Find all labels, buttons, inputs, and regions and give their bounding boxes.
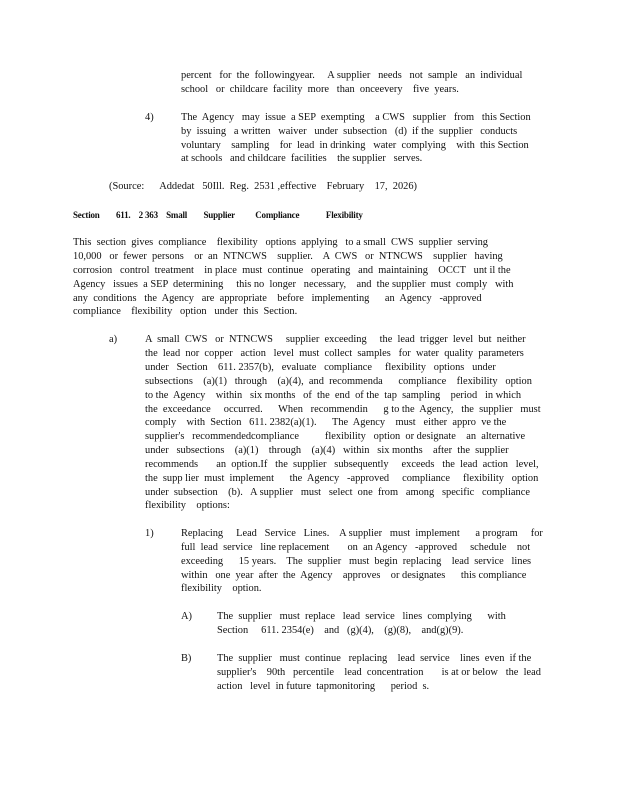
item-a-line: recommends an option.If the supplier subsequently exceeds the lead action level, — [145, 459, 539, 470]
item-a-line: A small CWS or NTNCWS supplier exceeding the lead trigger level but neither — [145, 334, 526, 345]
item-1-line: full lead service line replacement on an Agency -approved schedule not — [181, 542, 531, 553]
item4-line: at schools and childcare facilities the supplier serves. — [181, 153, 423, 164]
item-B-line: action level in future tapmonitoring period s. — [217, 681, 430, 692]
item-number: A) — [181, 611, 192, 622]
item-a-line: under subsection (b). A supplier must select one from among specific compliance — [145, 487, 530, 498]
item-B-line: supplier's 90th percentile lead concentration is at or below the lead — [217, 667, 541, 678]
item-number: B) — [181, 653, 192, 664]
intro-line: Agency issues a SEP determining this no longer necessary, and the supplier must comply with — [73, 279, 514, 290]
source-note: (Source: Addedat 50Ill. Reg. 2531 ,effective February 17, 2026) — [109, 181, 417, 192]
item-1-line: flexibility option. — [181, 583, 262, 594]
item-B-line: The supplier must continue replacing lead service lines even if the — [217, 653, 532, 664]
item4-line: by issuing a written waiver under subsection (d) if the supplier conducts — [181, 126, 518, 137]
item-a-line: under subsections (a)(1) through (a)(4) within six months after the supplier — [145, 445, 509, 456]
item-number: a) — [109, 334, 118, 345]
item-number: 4) — [145, 112, 154, 123]
continuation-line: school or childcare facility more than onceevery five years. — [181, 84, 459, 95]
item-a-line: the supp lier must implement the Agency -approved compliance flexibility option — [145, 473, 539, 484]
item-1-line: exceeding 15 years. The supplier must begin replacing lead service lines — [181, 556, 532, 567]
intro-line: compliance flexibility option under this Section. — [73, 306, 298, 317]
item-1-line: within one year after the Agency approves or designates this compliance — [181, 570, 527, 581]
item-a-line: under Section 611. 2357(b), evaluate compliance flexibility options under — [145, 362, 496, 373]
item-a-line: flexibility options: — [145, 500, 230, 511]
item-a-line: subsections (a)(1) through (a)(4), and recommenda compliance flexibility option — [145, 376, 532, 387]
section-heading: Section 611. 2 363 Small Supplier Compliance Flexibility — [73, 210, 363, 220]
intro-line: corrosion control treatment in place must continue operating and maintaining OCCT unt il the — [73, 265, 511, 276]
item-a-line: the exceedance occurred. When recommendin g to the Agency, the supplier must — [145, 404, 541, 415]
item-a-line: supplier's recommendedcompliance flexibility option or designate an alternative — [145, 431, 526, 442]
item-A-line: The supplier must replace lead service lines complying with — [217, 611, 506, 622]
intro-line: This section gives compliance flexibility options applying to a small CWS supplier serving — [73, 237, 488, 248]
item4-line: The Agency may issue a SEP exempting a CWS supplier from this Section — [181, 112, 531, 123]
continuation-line: percent for the followingyear. A supplier needs not sample an individual — [181, 70, 523, 81]
intro-line: 10,000 or fewer persons or an NTNCWS supplier. A CWS or NTNCWS supplier having — [73, 251, 503, 262]
item4-line: voluntary sampling for lead in drinking water complying with this Section — [181, 140, 529, 151]
item-a-line: the lead nor copper action level must collect samples for water quality parameters — [145, 348, 524, 359]
item-a-line: to the Agency within six months of the end of the tap sampling period in which — [145, 390, 522, 401]
item-1-line: Replacing Lead Service Lines. A supplier must implement a program for — [181, 528, 543, 539]
intro-line: any conditions the Agency are appropriate before implementing an Agency -approved — [73, 293, 482, 304]
item-A-line: Section 611. 2354(e) and (g)(4), (g)(8), and(g)(9). — [217, 625, 464, 636]
item-a-line: comply with Section 611. 2382(a)(1). The Agency must either appro ve the — [145, 417, 507, 428]
item-number: 1) — [145, 528, 154, 539]
